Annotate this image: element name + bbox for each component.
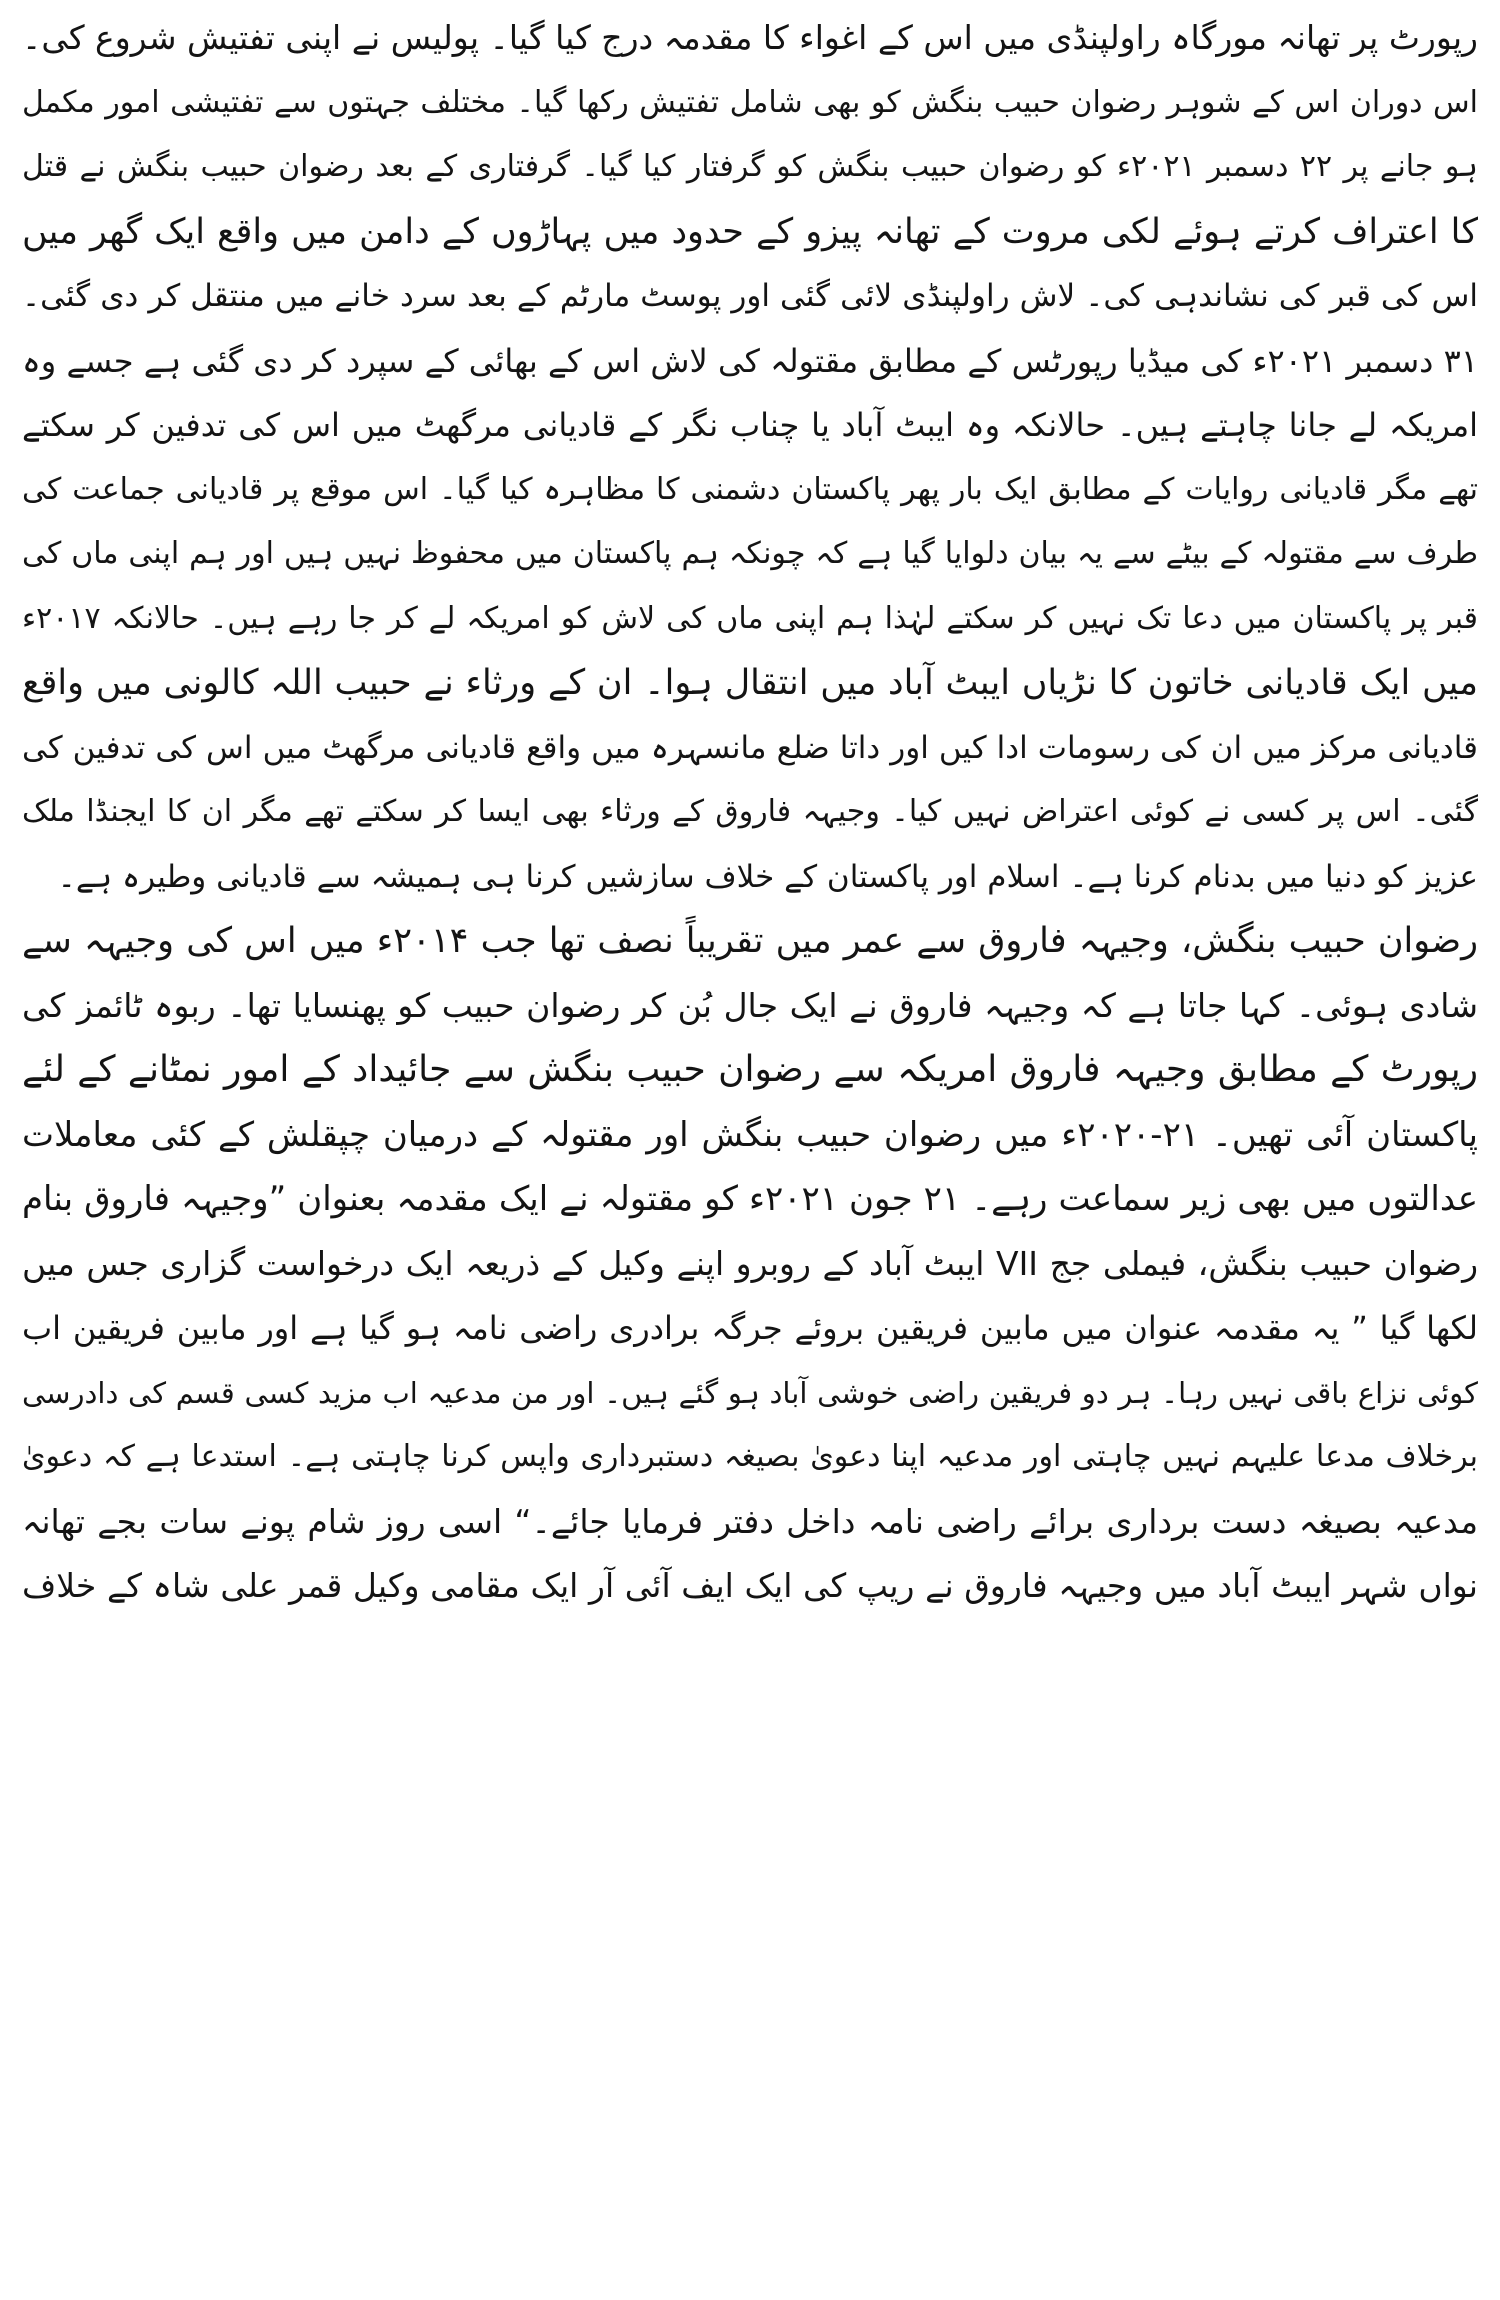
text-line-15: رضوان حبیب بنگش، وجیہہ فاروق سے عمر میں تقریباً نصف تھا جب ۲۰۱۴ء میں اس کی وجیہہ سے <box>22 921 1478 961</box>
text-line-10: قبر پر پاکستان میں دعا تک نہیں کر سکتے لہٰذا ہم اپنی ماں کی لاش کو امریکہ لے کر جا رہے ہیں۔ حالانکہ ۲۰۱۷ء <box>22 600 1478 636</box>
text-line-6: ۳۱ دسمبر ۲۰۲۱ء کی میڈیا رپورٹس کے مطابق مقتولہ کی لاش اس کے بھائی کے سپرد کر دی گئی ہے جسے وہ <box>22 341 1478 380</box>
text-line-20: رضوان حبیب بنگش، فیملی جج VII ایبٹ آباد کے روبرو اپنے وکیل کے ذریعہ ایک درخواست گزاری جس میں <box>22 1243 1478 1283</box>
text-line-21: لکھا گیا ” یہ مقدمہ عنوان میں مابین فریقین بروئے جرگہ برادری راضی نامہ ہو گیا ہے اور مابین فریقین اب <box>22 1309 1478 1347</box>
text-line-13: گئی۔ اس پر کسی نے کوئی اعتراض نہیں کیا۔ وجیہہ فاروق کے ورثاء بھی ایسا کر سکتے تھے مگر ان کا ایجنڈا ملک <box>22 794 1478 829</box>
text-line-5: اس کی قبر کی نشاندہی کی۔ لاش راولپنڈی لائی گئی اور پوسٹ مارٹم کے بعد سرد خانے میں منتقل کر دی گئی۔ <box>22 278 1478 314</box>
text-line-7: امریکہ لے جانا چاہتے ہیں۔ حالانکہ وہ ایبٹ آباد یا چناب نگر کے قادیانی مرگھٹ میں اس کی تدفین کر سکتے <box>22 406 1478 444</box>
text-line-9: طرف سے مقتولہ کے بیٹے سے یہ بیان دلوایا گیا ہے کہ چونکہ ہم پاکستان میں محفوظ نہیں ہیں اور ہم اپنی ماں کی <box>22 536 1478 571</box>
text-line-12: قادیانی مرکز میں ان کی رسومات ادا کیں اور داتا ضلع مانسہرہ میں واقع قادیانی مرگھٹ میں اس کی تدفین کی <box>22 729 1478 766</box>
text-line-3: ہو جانے پر ۲۲ دسمبر ۲۰۲۱ء کو رضوان حبیب بنگش کو گرفتار کیا گیا۔ گرفتاری کے بعد رضوان حبیب بنگش نے قتل <box>22 149 1478 184</box>
text-line-18: پاکستان آئی تھیں۔ ۲۱-۲۰۲۰ء میں رضوان حبیب بنگش اور مقتولہ کے درمیان چپقلش کے کئی معاملات <box>22 1114 1478 1155</box>
text-line-1: رپورٹ پر تھانہ مورگاہ راولپنڈی میں اس کے اغواء کا مقدمہ درج کیا گیا۔ پولیس نے اپنی تفتیش شروع کی۔ <box>22 18 1478 57</box>
text-line-25: نواں شہر ایبٹ آباد میں وجیہہ فاروق نے ریپ کی ایک ایف آئی آر ایک مقامی وکیل قمر علی شاہ کے خلاف <box>22 1566 1478 1605</box>
text-line-19: عدالتوں میں بھی زیر سماعت رہے۔ ۲۱ جون ۲۰۲۱ء کو مقتولہ نے ایک مقدمہ بعنوان ”وجیہہ فاروق بنام <box>22 1179 1478 1219</box>
text-line-11: میں ایک قادیانی خاتون کا نڑیاں ایبٹ آباد میں انتقال ہوا۔ ان کے ورثاء نے حبیب اللہ کالونی میں واقع <box>22 663 1478 703</box>
text-line-2: اس دوران اس کے شوہر رضوان حبیب بنگش کو بھی شامل تفتیش رکھا گیا۔ مختلف جہتوں سے تفتیشی امور مکمل <box>22 84 1478 120</box>
text-line-17: رپورٹ کے مطابق وجیہہ فاروق امریکہ سے رضوان حبیب بنگش سے جائیداد کے امور نمٹانے کے لئے <box>22 1049 1478 1090</box>
text-line-4: کا اعتراف کرتے ہوئے لکی مروت کے تھانہ پیزو کے حدود میں پہاڑوں کے دامن میں واقع ایک گھر میں <box>22 211 1478 252</box>
text-line-22: کوئی نزاع باقی نہیں رہا۔ ہر دو فریقین راضی خوشی آباد ہو گئے ہیں۔ اور من مدعیہ اب مزید کسی قسم کی دادرسی <box>22 1375 1478 1410</box>
text-line-14: عزیز کو دنیا میں بدنام کرنا ہے۔ اسلام اور پاکستان کے خلاف سازشیں کرنا ہی ہمیشہ سے قادیانی وطیرہ ہے۔ <box>57 858 1478 895</box>
text-line-8: تھے مگر قادیانی روایات کے مطابق ایک بار پھر پاکستان دشمنی کا مظاہرہ کیا گیا۔ اس موقع پر قادیانی جماعت کی <box>22 471 1478 507</box>
text-line-23: برخلاف مدعا علیہم نہیں چاہتی اور مدعیہ اپنا دعویٰ بصیغہ دستبرداری واپس کرنا چاہتی ہے۔ استدعا ہے کہ دعویٰ <box>22 1439 1478 1474</box>
text-line-24: مدعیہ بصیغہ دست برداری برائے راضی نامہ داخل دفتر فرمایا جائے۔“ اسی روز شام پونے سات بجے تھانہ <box>22 1501 1478 1541</box>
text-line-16: شادی ہوئی۔ کہا جاتا ہے کہ وجیہہ فاروق نے ایک جال بُن کر رضوان حبیب کو پھنسایا تھا۔ ربوہ ٹائمز کی <box>22 985 1478 1025</box>
